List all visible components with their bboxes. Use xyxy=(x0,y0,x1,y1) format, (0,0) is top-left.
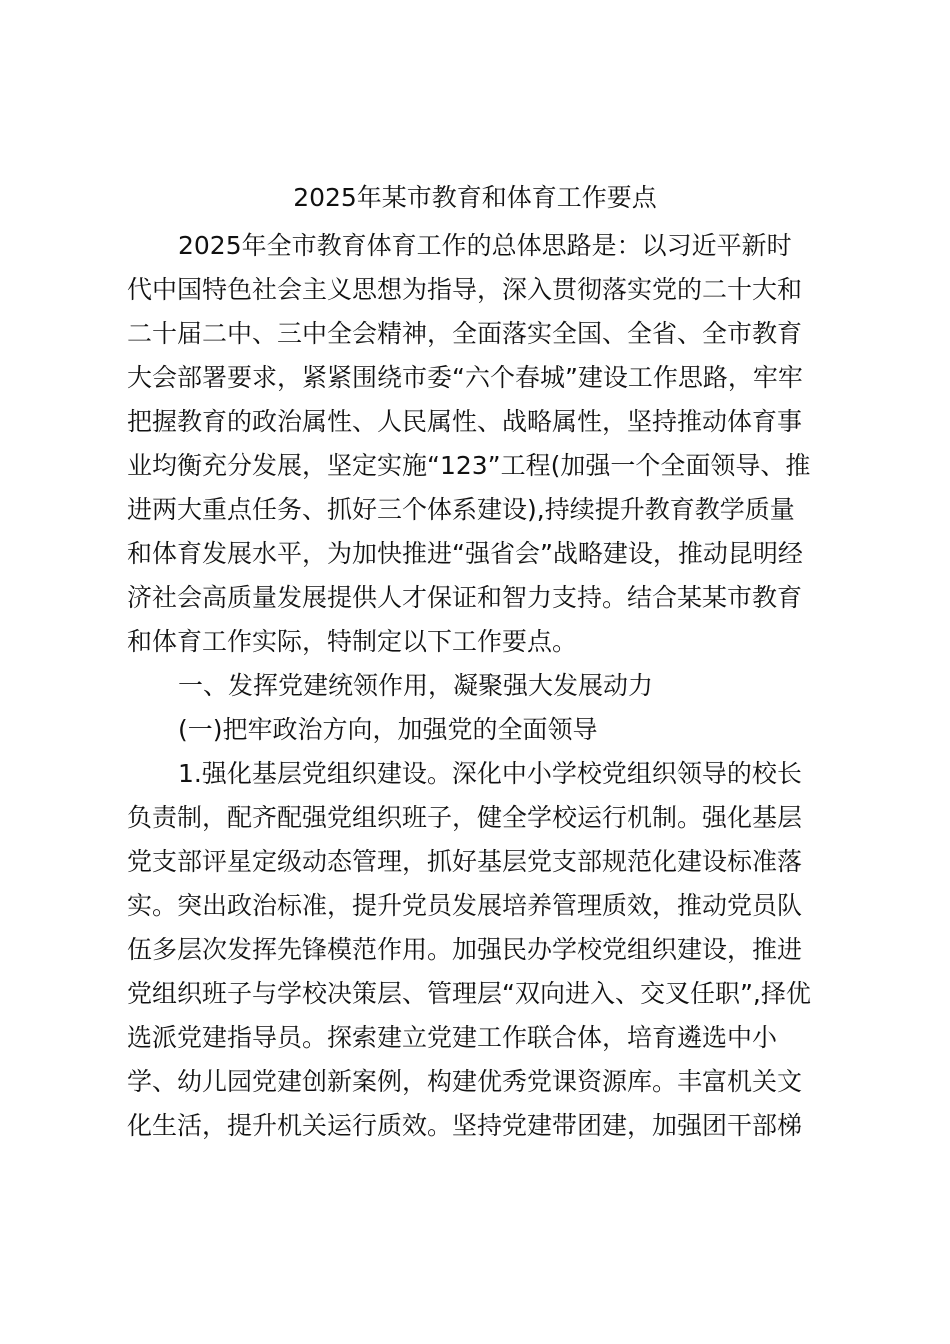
body-line: 负责制，配齐配强党组织班子，健全学校运行机制。强化基层 xyxy=(127,803,803,832)
body-line: 二十届二中、三中全会精神，全面落实全国、全省、全市教育 xyxy=(127,319,803,348)
body-line: 大会部署要求，紧紧围绕市委“六个春城”建设工作思路，牢牢 xyxy=(127,363,803,392)
body-line: 1.强化基层党组织建设。深化中小学校党组织领导的校长 xyxy=(178,759,802,788)
body-line: 选派党建指导员。探索建立党建工作联合体，培育遴选中小 xyxy=(127,1023,778,1052)
document-title: 2025年某市教育和体育工作要点 xyxy=(293,183,657,212)
body-line: 党支部评星定级动态管理，抓好基层党支部规范化建设标准落 xyxy=(127,847,803,876)
body-line: 和体育工作实际，特制定以下工作要点。 xyxy=(127,627,578,656)
body-line: 和体育发展水平，为加快推进“强省会”战略建设，推动昆明经 xyxy=(127,539,803,568)
body-line: 实。突出政治标准，提升党员发展培养管理质效，推动党员队 xyxy=(127,891,803,920)
body-line: 学、幼儿园党建创新案例，构建优秀党课资源库。丰富机关文 xyxy=(127,1067,803,1096)
body-line: 业均衡充分发展，坚定实施“123”工程(加强一个全面领导、推 xyxy=(127,451,811,480)
body-line: 党组织班子与学校决策层、管理层“双向进入、交叉任职”,择优 xyxy=(127,979,811,1008)
body-line: 2025年全市教育体育工作的总体思路是：以习近平新时 xyxy=(178,231,792,260)
body-line: 代中国特色社会主义思想为指导，深入贯彻落实党的二十大和 xyxy=(127,275,803,304)
body-line: 伍多层次发挥先锋模范作用。加强民办学校党组织建设，推进 xyxy=(127,935,803,964)
body-line: 进两大重点任务、抓好三个体系建设),持续提升教育教学质量 xyxy=(127,495,795,524)
body-line: 化生活，提升机关运行质效。坚持党建带团建，加强团干部梯 xyxy=(127,1111,803,1140)
subsection-heading: (一)把牢政治方向，加强党的全面领导 xyxy=(178,715,598,744)
body-line: 把握教育的政治属性、人民属性、战略属性，坚持推动体育事 xyxy=(127,407,803,436)
body-line: 济社会高质量发展提供人才保证和智力支持。结合某某市教育 xyxy=(127,583,803,612)
section-heading: 一、发挥党建统领作用，凝聚强大发展动力 xyxy=(178,671,654,700)
